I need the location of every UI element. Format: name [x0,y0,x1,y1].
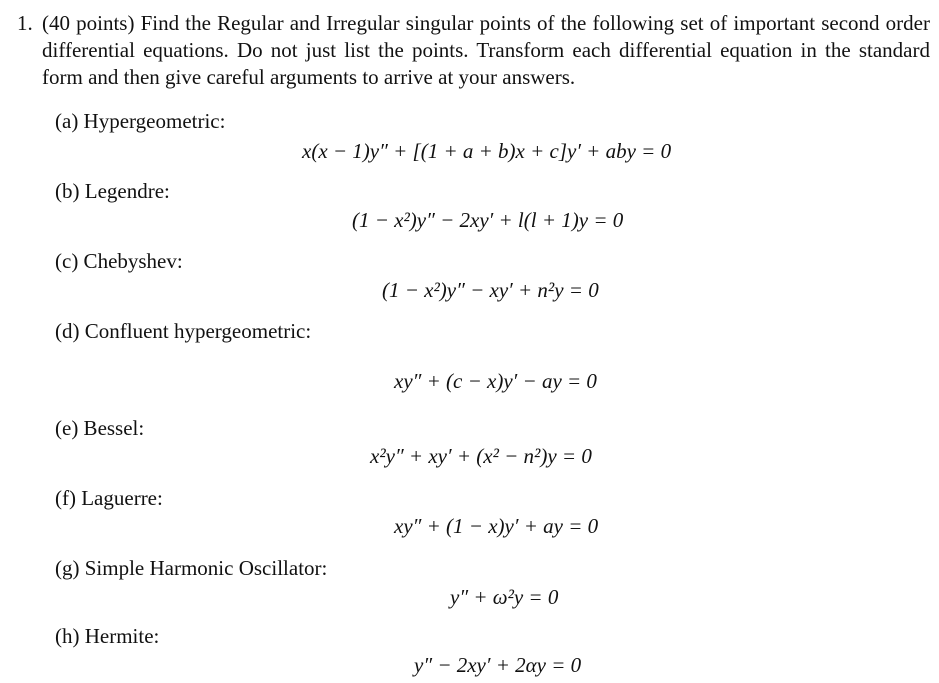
part-b-equation: (1 − x²)y″ − 2xy′ + l(l + 1)y = 0 [352,208,624,232]
part-h-label: (h) Hermite: [55,624,160,648]
part-a-label: (a) Hypergeometric: [55,109,226,133]
problem-number: 1. [17,11,33,35]
part-d-label: (d) Confluent hypergeometric: [55,319,312,343]
problem-statement: (40 points) Find the Regular and Irregular singular points of the following set of important second order differential equations. Do not just list the points. Transform each differential equation in the standard form and then give careful arguments to arrive at your answers. [42,11,930,89]
part-f-equation: xy″ + (1 − x)y′ + ay = 0 [394,514,599,538]
part-c-label: (c) Chebyshev: [55,249,183,273]
part-e-equation: x²y″ + xy′ + (x² − n²)y = 0 [370,444,592,468]
part-d-equation: xy″ + (c − x)y′ − ay = 0 [394,369,597,393]
part-h-equation: y″ − 2xy′ + 2αy = 0 [414,653,582,677]
part-e-label: (e) Bessel: [55,416,145,440]
part-a-equation: x(x − 1)y″ + [(1 + a + b)x + c]y′ + aby = 0 [302,139,672,163]
part-b-label: (b) Legendre: [55,179,170,203]
part-f-label: (f) Laguerre: [55,486,163,510]
part-c-equation: (1 − x²)y″ − xy′ + n²y = 0 [382,278,599,302]
part-g-label: (g) Simple Harmonic Oscillator: [55,556,328,580]
part-g-equation: y″ + ω²y = 0 [450,585,559,609]
